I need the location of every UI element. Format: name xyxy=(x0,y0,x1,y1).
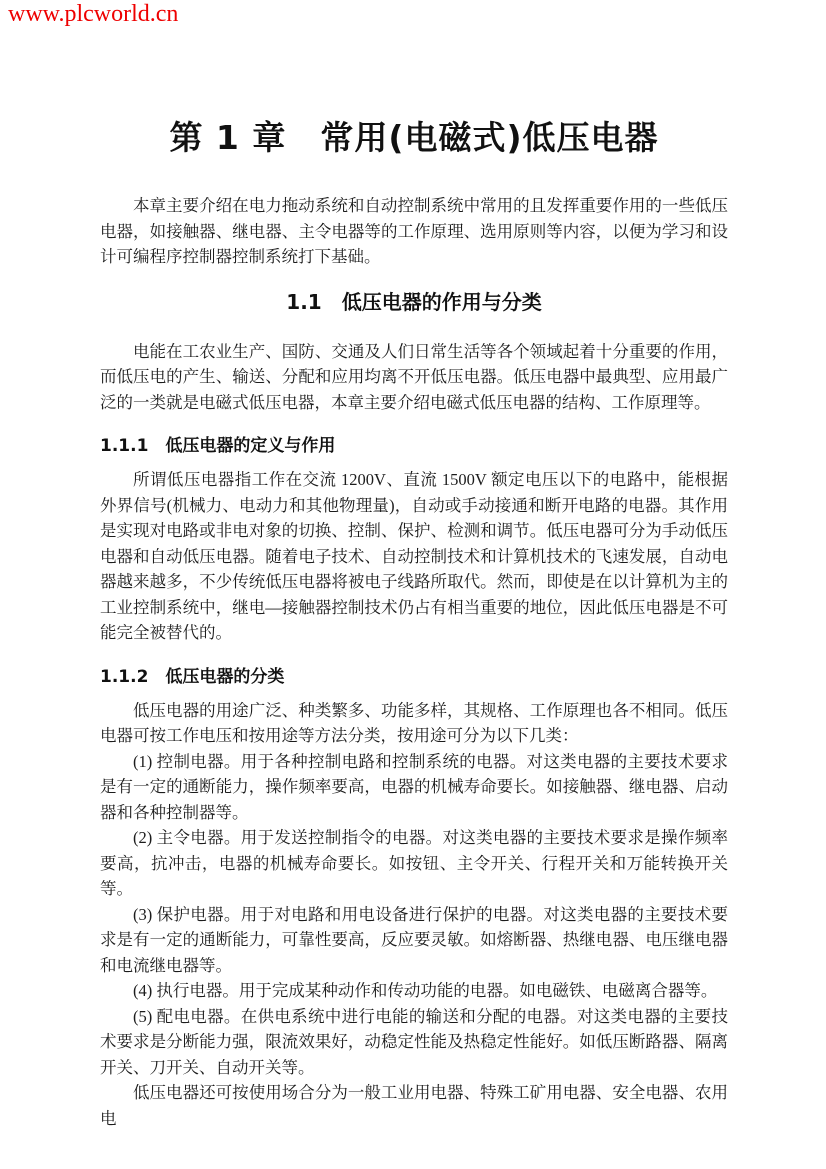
page-content xyxy=(100,0,728,1131)
section-1-1-1-paragraph: 所谓低压电器指工作在交流 1200V、直流 1500V 额定电压以下的电路中，能根据外界信号(机械力、电动力和其他物理量)，自动或手动接通和断开电路的电器。其作用是实现对电路或非电对象的切换、控制、保护、检测和调节。低压电器可分为手动低压电器和自动低压电器。随着电子技术、自动控制技术和计算机技术的飞速发展，自动电器越来越多，不少传统低压电器将被电子线路所取代。然而，即使是在以计算机为主的工业控制系统中，继电—接触器控制技术仍占有相当重要的地位，因此低压电器是不可能完全被替代的。 xyxy=(100,470,728,642)
watermark-url: www.plcworld.cn xyxy=(8,1,179,27)
classification-item-4: (4) 执行电器。用于完成某种动作和传动功能的电器。如电磁铁、电磁离合器等。 xyxy=(133,981,718,1000)
section-1-1-heading: 1.1 低压电器的作用与分类 xyxy=(286,289,542,314)
classification-item-5: (5) 配电电器。在供电系统中进行电能的输送和分配的电器。对这类电器的主要技术要求是分断能力强，限流效果好，动稳定性能及热稳定性能好。如低压断路器、隔离开关、刀开关、自动开关等。 xyxy=(100,1006,728,1077)
section-1-1-1-heading: 1.1.1 低压电器的定义与作用 xyxy=(100,436,336,456)
section-1-1-2-heading: 1.1.2 低压电器的分类 xyxy=(100,666,285,687)
classification-item-1: (1) 控制电器。用于各种控制电路和控制系统的电器。对这类电器的主要技术要求是有一定的通断能力，操作频率要高，电器的机械寿命要长。如接触器、继电器、启动器和各种控制器等。 xyxy=(100,751,728,822)
classification-item-3: (3) 保护电器。用于对电路和用电设备进行保护的电器。对这类电器的主要技术要求是有一定的通断能力，可靠性要高，反应要灵敏。如熔断器、热继电器、电压继电器和电流继电器等。 xyxy=(100,904,728,975)
section-1-1-2-paragraph: 低压电器的用途广泛、种类繁多、功能多样，其规格、工作原理也各不相同。低压电器可按工作电压和按用途等方法分类，按用途可分为以下几类： xyxy=(100,700,728,745)
classification-list xyxy=(100,749,728,1081)
classification-item-2: (2) 主令电器。用于发送控制指令的电器。对这类电器的主要技术要求是操作频率要高，抗冲击，电器的机械寿命要长。如按钮、主令开关、行程开关和万能转换开关等。 xyxy=(100,828,728,898)
section-1-1-2-closing-paragraph: 低压电器还可按使用场合分为一般工业用电器、特殊工矿用电器、安全电器、农用电 xyxy=(100,1083,728,1128)
chapter-intro-paragraph: 本章主要介绍在电力拖动系统和自动控制系统中常用的且发挥重要作用的一些低压电器，如接触器、继电器、主令电器等的工作原理、选用原则等内容，以便为学习和设计可编程序控制器控制系统打下基础。 xyxy=(100,196,728,266)
chapter-title: 第 1 章 常用(电磁式)低压电器 xyxy=(169,118,659,157)
section-1-1-paragraph: 电能在工农业生产、国防、交通及人们日常生活等各个领域起着十分重要的作用，而低压电的产生、输送、分配和应用均离不开低压电器。低压电器中最典型、应用最广泛的一类就是电磁式低压电器，本章主要介绍电磁式低压电器的结构、工作原理等。 xyxy=(100,341,728,412)
